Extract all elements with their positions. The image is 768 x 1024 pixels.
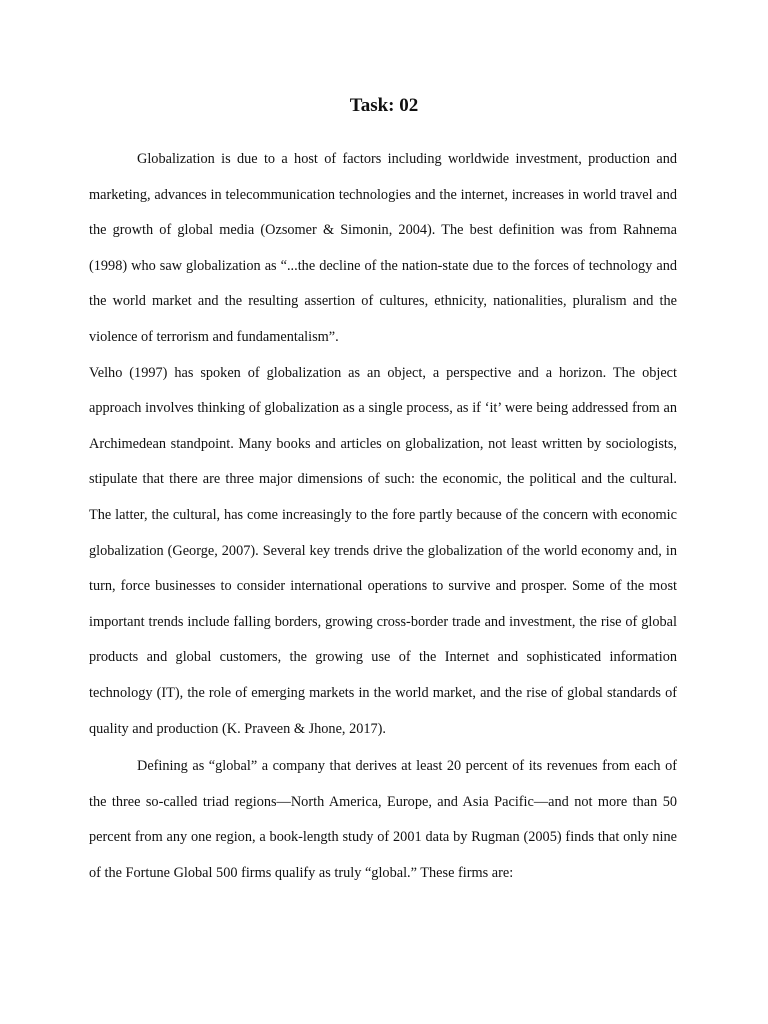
paragraph-velho: Velho (1997) has spoken of globalization as an object, a perspective and a horizon. The object approach involves thinking of globalization as a single process, as if ‘it’ were being addressed from an Archimedean standpoint. Many books and articles on globalization, not least written by sociologists, stipulate that there are three major dimensions of such: the economic, the political and the cultural. The latter, the cultural, has come increasingly to the fore partly because of the concern with economic globalization (George, 2007). Several key trends drive the globalization of the world economy and, in turn, force businesses to consider international operations to survive and prosper. Some of the most important trends include falling borders, growing cross-border trade and investment, the rise of global products and global customers, the growing use of the Internet and sophisticated information technology (IT), the role of emerging markets in the world market, and the rise of global standards of quality and production (K. Praveen & Jhone, 2017). [89,364,677,737]
paragraph-globalization-factors: Globalization is due to a host of factors including worldwide investment, production and marketing, advances in telecommunication technologies and the internet, increases in world travel and the growth of global media (Ozsomer & Simonin, 2004). The best definition was from Rahnema (1998) who saw globalization as “...the decline of the nation-state due to the forces of technology and the world market and the resulting assertion of cultures, ethnicity, nationalities, pluralism and the violence of terrorism and fundamentalism”. [89,151,677,345]
paragraph-global-company-definition: Defining as “global” a company that derives at least 20 percent of its revenues from each of the three so-called triad regions—North America, Europe, and Asia Pacific—and not more than 50 percent from any one region, a book-length study of 2001 data by Rugman (2005) finds that only nine of the Fortune Global 500 firms qualify as truly “global.” These firms are: [89,758,677,881]
page-title: Task: 02 [349,95,419,116]
document-body [89,142,677,891]
